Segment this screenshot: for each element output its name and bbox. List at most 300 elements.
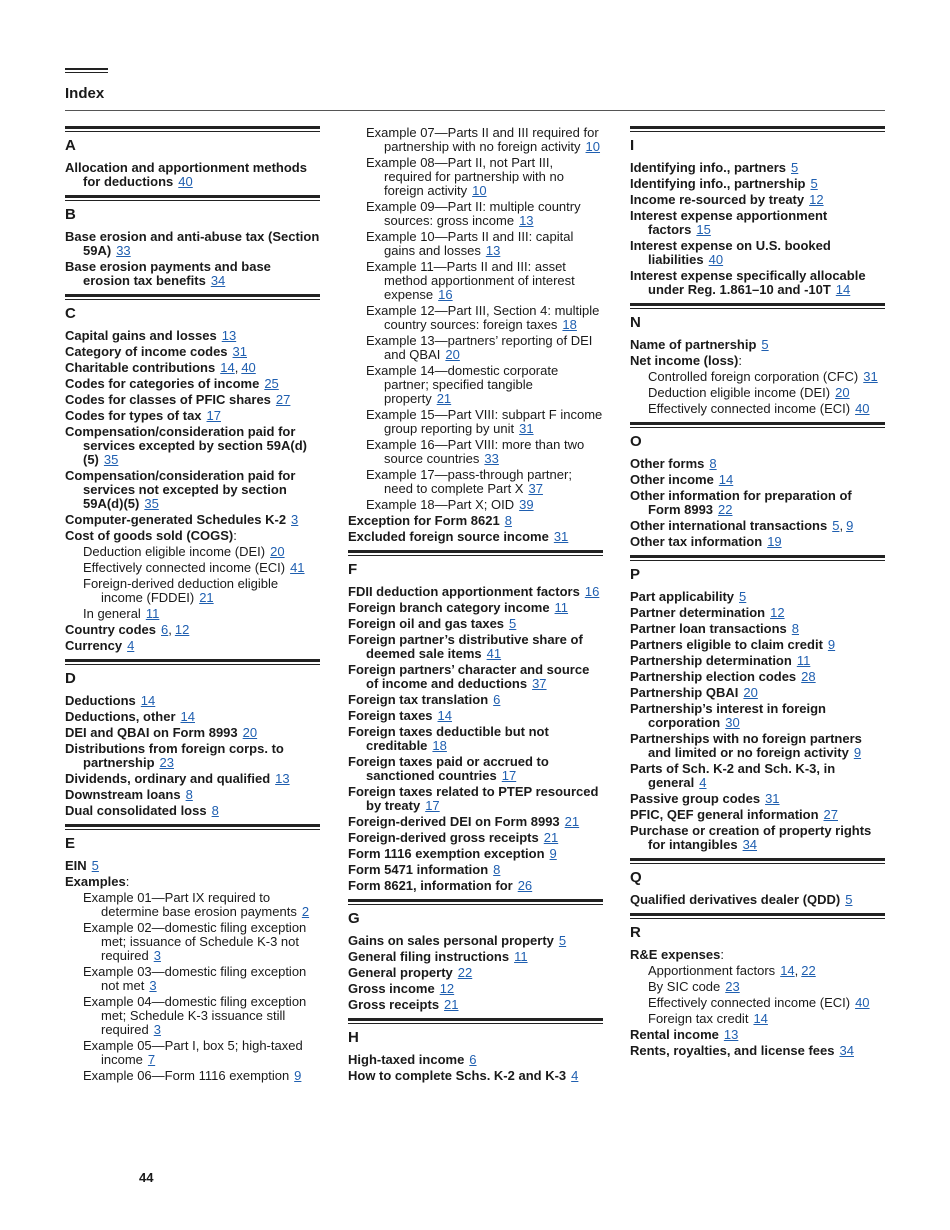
index-column-2: [348, 126, 603, 1089]
entry-text: EIN: [65, 858, 87, 873]
index-subentry: [348, 260, 603, 302]
entry-text: Identifying info., partners: [630, 160, 787, 175]
page-link[interactable]: 14: [140, 693, 156, 708]
section-letter: F: [348, 561, 358, 578]
index-entry: [348, 709, 603, 723]
page-link[interactable]: 8: [211, 803, 219, 818]
entry-text: Codes for types of tax: [65, 408, 202, 423]
index-entry: [630, 177, 885, 191]
entry-text: High-taxed income: [348, 1052, 465, 1067]
index-entry: [630, 686, 885, 700]
entry-text: Gains on sales personal property: [348, 933, 554, 948]
index-entry: [65, 529, 320, 543]
entry-text: Purchase or creation of property rights for intangibles: [630, 823, 872, 852]
page-link[interactable]: 6: [493, 692, 501, 707]
section-rule: [348, 1018, 603, 1024]
page-link[interactable]: 17: [425, 798, 440, 813]
entry-text: Foreign taxes deductible but not creditable: [348, 724, 549, 753]
entry-text: Charitable contributions: [65, 360, 216, 375]
page-link[interactable]: 5: [761, 337, 769, 352]
index-entry: [65, 260, 320, 288]
page-link[interactable]: 3: [149, 978, 157, 993]
page-title: Index: [65, 85, 105, 102]
page-link[interactable]: 5: [810, 176, 818, 191]
index-entry: [65, 623, 320, 637]
entry-text: Base erosion payments and base erosion tax benefits: [65, 259, 271, 288]
page-link[interactable]: 8: [709, 456, 717, 471]
index-entry: [65, 804, 320, 818]
examples-continued: [348, 126, 603, 544]
letter-section-f: [348, 550, 603, 893]
page-link[interactable]: 5: [91, 858, 99, 873]
page-link[interactable]: 9: [549, 846, 557, 861]
index-entry: [348, 966, 603, 980]
page-link[interactable]: 6: [469, 1052, 477, 1067]
entry-text: Partnership’s interest in foreign corporation: [630, 701, 827, 730]
index-entry: [348, 663, 603, 691]
entry-text: By SIC code: [648, 979, 721, 994]
entry-text: Dividends, ordinary and qualified: [65, 771, 271, 786]
index-entry: [630, 792, 885, 806]
entry-text: Codes for classes of PFIC shares: [65, 392, 271, 407]
entry-text: Controlled foreign corporation (CFC): [648, 369, 859, 384]
page-link[interactable]: 16: [584, 584, 600, 599]
entry-text: Identifying info., partnership: [630, 176, 806, 191]
index-entry: [348, 601, 603, 615]
page-link[interactable]: 20: [445, 347, 460, 362]
page-link[interactable]: 26: [517, 878, 533, 893]
entry-text: Form 8621, information for: [348, 878, 513, 893]
page-link[interactable]: 35: [103, 452, 119, 467]
page-link[interactable]: 40: [178, 174, 193, 189]
index-entry: [65, 788, 320, 802]
page-link[interactable]: 9: [827, 637, 836, 652]
entry-text: Deductions, other: [65, 709, 176, 724]
page-link[interactable]: 11: [514, 949, 528, 964]
page-link[interactable]: 12: [439, 981, 455, 996]
index-entry: [348, 847, 603, 861]
page-link[interactable]: 5: [832, 518, 840, 533]
page-link[interactable]: 31: [553, 529, 569, 544]
entry-text: Other income: [630, 472, 714, 487]
entry-text: Computer-generated Schedules K-2: [65, 512, 287, 527]
index-subentry: [65, 1069, 320, 1083]
page-link[interactable]: 28: [801, 669, 816, 684]
page-link[interactable]: 34: [210, 273, 226, 288]
index-column-3: [630, 126, 885, 1064]
index-entry: [65, 875, 320, 889]
page-link[interactable]: 13: [519, 213, 534, 228]
page-link[interactable]: 5: [558, 933, 567, 948]
entry-text: Exception for Form 8621: [348, 513, 500, 528]
entry-text: Downstream loans: [65, 787, 181, 802]
page-link[interactable]: 10: [585, 139, 601, 154]
index-subentry: [65, 545, 320, 559]
section-rule: [630, 913, 885, 919]
page-link[interactable]: 20: [835, 385, 850, 400]
index-entry: [65, 772, 320, 786]
index-subentry: [65, 891, 320, 919]
section-rule: [65, 659, 320, 665]
section-letter: N: [630, 314, 641, 331]
title-divider: [65, 110, 885, 111]
index-subentry: [65, 995, 320, 1037]
index-entry: [348, 530, 603, 544]
section-letter: Q: [630, 869, 642, 886]
page-link[interactable]: 8: [185, 787, 193, 802]
entry-text: Country codes: [65, 622, 157, 637]
page-link[interactable]: 14: [437, 708, 452, 723]
index-entry: [630, 893, 885, 907]
section-rule: [65, 195, 320, 201]
page-link[interactable]: 21: [436, 391, 452, 406]
page-link[interactable]: 23: [159, 755, 174, 770]
page-link[interactable]: 5: [739, 589, 747, 604]
page-link[interactable]: 22: [801, 963, 816, 978]
page-link[interactable]: 25: [264, 376, 279, 391]
letter-section-o: [630, 422, 885, 549]
index-entry: [630, 161, 885, 175]
entry-text: Example 01—Part IX required to determine base erosion payments: [83, 890, 297, 919]
page-link[interactable]: 23: [725, 979, 740, 994]
entry-text: Dual consolidated loss: [65, 803, 207, 818]
page-link[interactable]: 7: [147, 1052, 156, 1067]
index-entry: [630, 808, 885, 822]
index-entry: [65, 425, 320, 467]
page-link[interactable]: 14: [835, 282, 851, 297]
page-link[interactable]: 34: [839, 1043, 854, 1058]
page-link[interactable]: 40: [241, 360, 256, 375]
page-link[interactable]: 4: [699, 775, 707, 790]
entry-text: Example 11—Parts II and III: asset method apportionment of interest expense: [366, 259, 575, 302]
letter-section-i: [630, 126, 885, 297]
index-entry: [630, 473, 885, 487]
entry-text: Passive group codes: [630, 791, 761, 806]
entry-text: Apportionment factors: [648, 963, 776, 978]
entry-text: Partner determination: [630, 605, 766, 620]
index-entry: [630, 606, 885, 620]
page-link[interactable]: 9: [294, 1068, 302, 1083]
entry-text: Interest expense on U.S. booked liabilities: [630, 238, 831, 267]
entry-text: Other forms: [630, 456, 705, 471]
index-entry: [630, 489, 885, 517]
index-subentry: [65, 965, 320, 993]
entry-text: Partner loan transactions: [630, 621, 787, 636]
entry-text: Foreign tax credit: [648, 1011, 749, 1026]
page-link[interactable]: 30: [725, 715, 740, 730]
page-link[interactable]: 15: [696, 222, 711, 237]
index-subentry: [348, 438, 603, 466]
entry-text: Form 5471 information: [348, 862, 489, 877]
index-entry: [65, 469, 320, 511]
section-rule: [65, 294, 320, 300]
page-link[interactable]: 8: [493, 862, 501, 877]
index-entry: [348, 725, 603, 753]
index-subentry: [630, 370, 885, 384]
index-subentry: [65, 921, 320, 963]
section-rule: [348, 899, 603, 905]
entry-text: DEI and QBAI on Form 8993: [65, 725, 238, 740]
section-letter: E: [65, 835, 76, 852]
page-link[interactable]: 2: [301, 904, 310, 919]
entry-text: Form 1116 exemption exception: [348, 846, 545, 861]
page-link[interactable]: 3: [291, 512, 299, 527]
entry-text: Example 10—Parts II and III: capital gains and losses: [366, 229, 574, 258]
page-separator: ,: [794, 963, 799, 978]
page-link[interactable]: 12: [809, 192, 824, 207]
page-link[interactable]: 13: [485, 243, 501, 258]
page-link[interactable]: 17: [206, 408, 221, 423]
page-link[interactable]: 39: [519, 497, 534, 512]
entry-text: Foreign-derived DEI on Form 8993: [348, 814, 560, 829]
page-link[interactable]: 18: [432, 738, 447, 753]
letter-section-d: [65, 659, 320, 818]
section-letter: I: [630, 137, 635, 154]
page-link[interactable]: 14: [780, 963, 795, 978]
entry-text: Allocation and apportionment methods for deductions: [65, 160, 307, 189]
letter-section-c: [65, 294, 320, 653]
entry-text: Cost of goods sold (COGS): [65, 528, 234, 543]
page-link[interactable]: 31: [863, 369, 878, 384]
page-link[interactable]: 16: [438, 287, 453, 302]
page-link[interactable]: 14: [753, 1011, 768, 1026]
entry-text: Currency: [65, 638, 123, 653]
page-link[interactable]: 10: [472, 183, 487, 198]
section-rule: [630, 555, 885, 561]
page-link[interactable]: 9: [846, 518, 854, 533]
page-link[interactable]: 12: [174, 622, 190, 637]
page-link[interactable]: 21: [199, 590, 214, 605]
page-link[interactable]: 35: [144, 496, 159, 511]
entry-text: Partnership determination: [630, 653, 792, 668]
index-entry: [348, 693, 603, 707]
section-rule: [630, 126, 885, 132]
page-link[interactable]: 33: [116, 243, 131, 258]
section-rule: [65, 824, 320, 830]
entry-text: Compensation/consideration paid for services not excepted by section 59A(d)(5): [65, 468, 296, 511]
page-link[interactable]: 22: [718, 502, 733, 517]
index-entry: [348, 879, 603, 893]
index-entry: [348, 982, 603, 996]
section-rule: [630, 422, 885, 428]
index-entry: [630, 1044, 885, 1058]
page-link[interactable]: 14: [220, 360, 235, 375]
index-subentry: [65, 1039, 320, 1067]
index-entry: [348, 514, 603, 528]
index-entry: [630, 193, 885, 207]
entry-colon: :: [233, 528, 237, 543]
entry-text: Deductions: [65, 693, 136, 708]
index-entry: [348, 950, 603, 964]
entry-text: Foreign partner’s distributive share of deemed sale items: [348, 632, 583, 661]
index-subentry: [348, 334, 603, 362]
index-entry: [630, 535, 885, 549]
index-entry: [630, 519, 885, 533]
page-link[interactable]: 20: [242, 725, 258, 740]
entry-text: Foreign partners’ character and source of income and deductions: [348, 662, 590, 691]
page-link[interactable]: 13: [275, 771, 290, 786]
index-entry: [630, 622, 885, 636]
index-entry: [630, 702, 885, 730]
index-entry: [65, 694, 320, 708]
page-link[interactable]: 18: [562, 317, 577, 332]
index-entry: [348, 934, 603, 948]
entry-text: Interest expense specifically allocable under Reg. 1.861–10 and -10T: [630, 268, 866, 297]
index-entry: [348, 831, 603, 845]
entry-text: Example 08—Part II, not Part III, required for partnership with no foreign activity: [366, 155, 564, 198]
page-link[interactable]: 14: [180, 709, 195, 724]
entry-text: Example 15—Part VIII: subpart F income group reporting by unit: [366, 407, 603, 436]
entry-text: General property: [348, 965, 453, 980]
entry-text: Income re-sourced by treaty: [630, 192, 805, 207]
letter-section-h: [348, 1018, 603, 1083]
page-link[interactable]: 13: [221, 328, 237, 343]
entry-text: Examples: [65, 874, 126, 889]
page-link[interactable]: 5: [791, 160, 799, 175]
entry-colon: :: [720, 947, 724, 962]
page-link[interactable]: 21: [543, 830, 559, 845]
page-link[interactable]: 5: [845, 892, 853, 907]
page-link[interactable]: 3: [153, 948, 161, 963]
entry-text: Example 16—Part VIII: more than two source countries: [366, 437, 585, 466]
page-link[interactable]: 11: [145, 606, 160, 621]
page-link[interactable]: 9: [853, 745, 862, 760]
page-link[interactable]: 40: [855, 401, 870, 416]
index-entry: [630, 670, 885, 684]
section-letter: D: [65, 670, 76, 687]
index-subentry: [65, 561, 320, 575]
page-link[interactable]: 40: [855, 995, 870, 1010]
entry-text: R&E expenses: [630, 947, 721, 962]
index-entry: [630, 948, 885, 962]
page-link[interactable]: 21: [564, 814, 580, 829]
entry-text: Example 14—domestic corporate partner; specified tangible property: [366, 363, 559, 406]
index-entry: [65, 742, 320, 770]
page-link[interactable]: 27: [823, 807, 838, 822]
section-letter: O: [630, 433, 642, 450]
entry-text: Effectively connected income (ECI): [648, 401, 851, 416]
page-link[interactable]: 33: [484, 451, 499, 466]
entry-text: Foreign-derived deduction eligible income (FDDEI): [83, 576, 279, 605]
entry-text: Example 13—partners’ reporting of DEI and QBAI: [366, 333, 593, 362]
index-subentry: [348, 230, 603, 258]
index-subentry: [348, 200, 603, 228]
entry-text: Rents, royalties, and license fees: [630, 1043, 835, 1058]
index-entry: [348, 1053, 603, 1067]
index-entry: [630, 239, 885, 267]
page-link[interactable]: 13: [723, 1027, 739, 1042]
page-number: 44: [139, 1170, 154, 1185]
letter-section-b: [65, 195, 320, 288]
page-link[interactable]: 11: [796, 653, 811, 668]
entry-text: Deduction eligible income (DEI): [83, 544, 266, 559]
section-rule: [630, 858, 885, 864]
index-entry: [65, 513, 320, 527]
index-entry: [630, 732, 885, 760]
page-link[interactable]: 27: [275, 392, 291, 407]
entry-text: Foreign taxes paid or accrued to sanctioned countries: [348, 754, 549, 783]
index-entry: [65, 329, 320, 343]
entry-text: Name of partnership: [630, 337, 757, 352]
page-link[interactable]: 6: [161, 622, 169, 637]
index-subentry: [348, 408, 603, 436]
index-subentry: [348, 156, 603, 198]
page-link[interactable]: 20: [743, 685, 758, 700]
index-entry: [65, 377, 320, 391]
page-link[interactable]: 14: [718, 472, 734, 487]
page-separator: ,: [168, 622, 172, 637]
page-link[interactable]: 31: [519, 421, 534, 436]
entry-text: Partnership election codes: [630, 669, 797, 684]
page-link[interactable]: 31: [765, 791, 780, 806]
entry-text: Example 17—pass-through partner; need to complete Part X: [366, 467, 572, 496]
index-entry: [348, 617, 603, 631]
entry-text: Other international transactions: [630, 518, 828, 533]
page-link[interactable]: 4: [571, 1068, 579, 1083]
page-link[interactable]: 11: [554, 600, 569, 615]
entry-text: Example 04—domestic filing exception met; Schedule K-3 issuance still required: [83, 994, 307, 1037]
page-link[interactable]: 3: [153, 1022, 161, 1037]
entry-text: How to complete Schs. K-2 and K-3: [348, 1068, 567, 1083]
index-entry: [630, 457, 885, 471]
page-link[interactable]: 40: [708, 252, 724, 267]
entry-colon: :: [125, 874, 130, 889]
entry-text: General filing instructions: [348, 949, 510, 964]
entry-text: Gross income: [348, 981, 435, 996]
section-letter: A: [65, 137, 76, 154]
index-entry: [630, 354, 885, 368]
index-entry: [65, 161, 320, 189]
page-link[interactable]: 34: [742, 837, 758, 852]
index-column-1: [65, 126, 320, 1089]
page-link[interactable]: 4: [127, 638, 135, 653]
index-entry: [630, 209, 885, 237]
section-letter: P: [630, 566, 641, 583]
page-link[interactable]: 21: [444, 997, 459, 1012]
page-link[interactable]: 20: [270, 544, 285, 559]
index-subentry: [630, 386, 885, 400]
page-link[interactable]: 41: [486, 646, 502, 661]
page-link[interactable]: 31: [232, 344, 248, 359]
entry-text: Partnerships with no foreign partners and limited or no foreign activity: [630, 731, 862, 760]
page-link[interactable]: 41: [290, 560, 305, 575]
page-link[interactable]: 12: [770, 605, 785, 620]
page-link[interactable]: 8: [791, 621, 800, 636]
entry-colon: :: [738, 353, 742, 368]
page-link[interactable]: 8: [504, 513, 512, 528]
entry-text: Example 02—domestic filing exception met; issuance of Schedule K-3 not required: [83, 920, 307, 963]
index-entry: [348, 815, 603, 829]
entry-text: Example 09—Part II: multiple country sources: gross income: [366, 199, 581, 228]
page-link[interactable]: 37: [532, 676, 547, 691]
entry-text: Effectively connected income (ECI): [648, 995, 851, 1010]
entry-text: Parts of Sch. K-2 and Sch. K-3, in general: [630, 761, 836, 790]
index-subentry: [65, 577, 320, 605]
entry-text: Rental income: [630, 1027, 719, 1042]
index-subentry: [65, 607, 320, 621]
entry-text: Interest expense apportionment factors: [630, 208, 828, 237]
entry-text: Foreign-derived gross receipts: [348, 830, 539, 845]
entry-text: FDII deduction apportionment factors: [348, 584, 580, 599]
page-link[interactable]: 19: [767, 534, 782, 549]
page-link[interactable]: 17: [501, 768, 517, 783]
index-entry: [630, 338, 885, 352]
entry-text: Qualified derivatives dealer (QDD): [630, 892, 841, 907]
page-link[interactable]: 5: [509, 616, 517, 631]
page-link[interactable]: 22: [457, 965, 473, 980]
page-link[interactable]: 37: [528, 481, 543, 496]
entry-text: Other tax information: [630, 534, 763, 549]
